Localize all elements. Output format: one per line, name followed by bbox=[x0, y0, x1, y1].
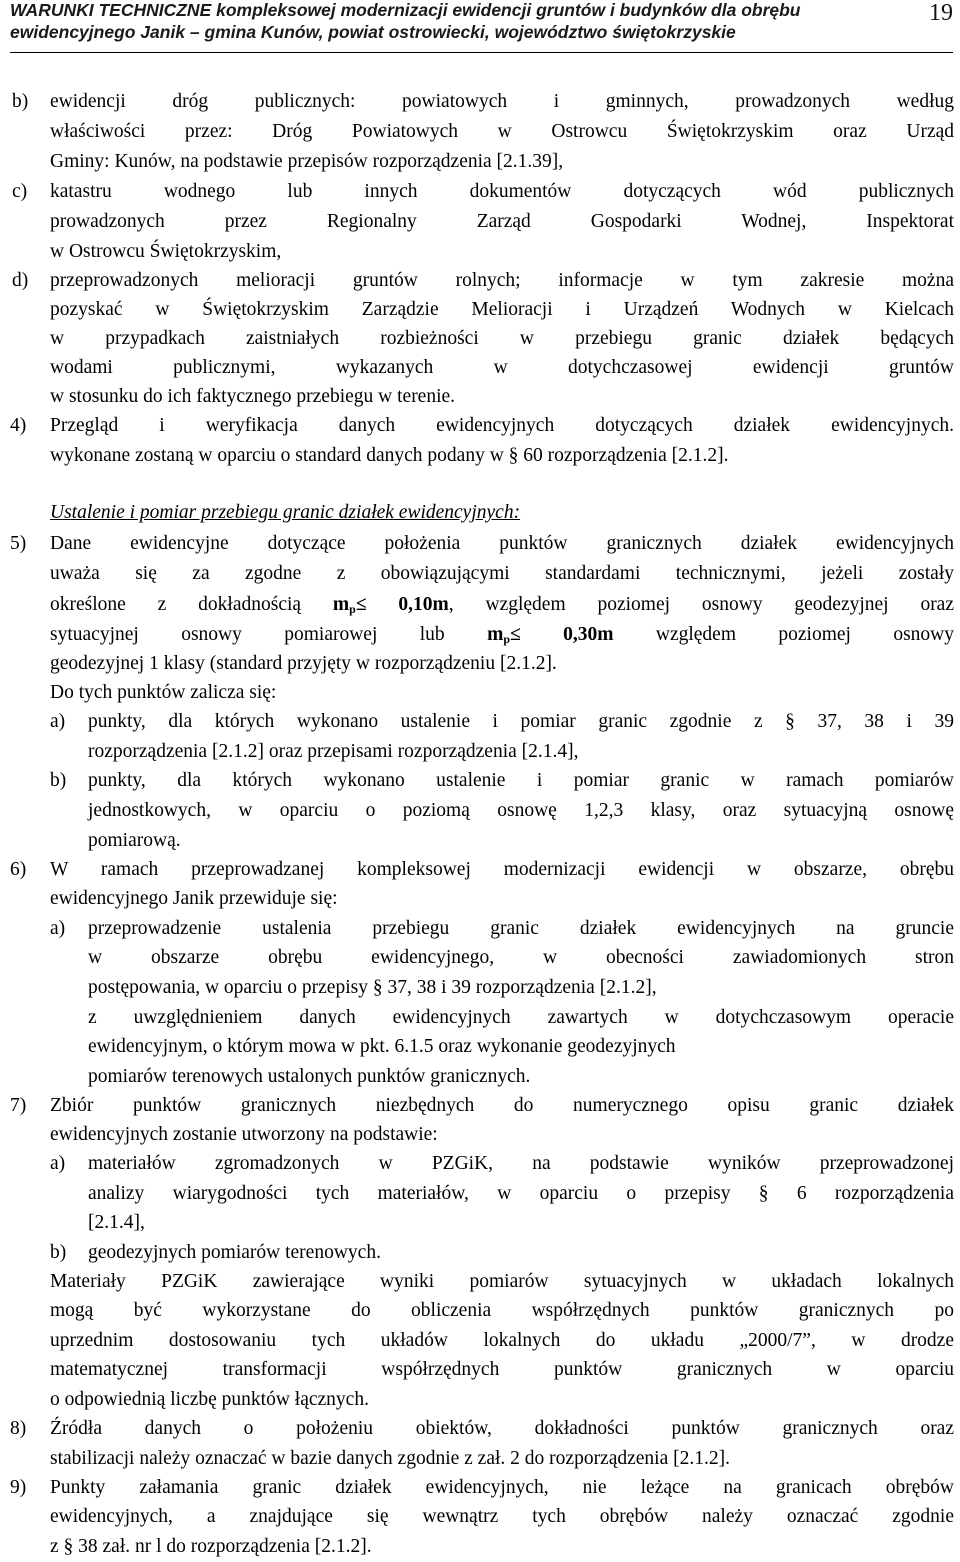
text-line bbox=[50, 593, 954, 621]
header-title-line-2: ewidencyjnego Janik – gmina Kunów, powiat ostrowiecki, województwo świętokrzyskie bbox=[10, 22, 736, 42]
text-line: Źródła danych o położeniu obiektów, dokładności punktów granicznych oraz bbox=[50, 1418, 954, 1439]
list-marker: b) bbox=[50, 770, 67, 791]
text-line: materiałów zgromadzonych w PZGiK, na podstawie wyników przeprowadzonej bbox=[88, 1153, 954, 1174]
text-line: geodezyjnej 1 klasy (standard przyjęty w rozporządzeniu [2.1.2]. bbox=[50, 653, 557, 674]
text-line: uprzednim dostosowaniu tych układów lokalnych do układu „2000/7”, w drodze bbox=[50, 1330, 954, 1351]
text-line: Do tych punktów zalicza się: bbox=[50, 682, 277, 703]
text-line: postępowania, w oparciu o przepisy § 37, 38 i 39 rozporządzenia [2.1.2], bbox=[88, 977, 657, 998]
text-line: punkty, dla których wykonano ustalenie i pomiar granic w ramach pomiarów bbox=[88, 770, 954, 791]
list-marker: 9) bbox=[10, 1477, 27, 1498]
list-marker: 7) bbox=[10, 1095, 27, 1116]
text-line: stabilizacji należy oznaczać w bazie danych zgodnie z zał. 2 do rozporządzenia [2.1.2]. bbox=[50, 1448, 730, 1469]
list-marker: b) bbox=[12, 91, 29, 112]
accuracy-symbol: m bbox=[487, 624, 504, 645]
list-marker: 4) bbox=[10, 415, 27, 436]
text-line: ewidencyjnych zostanie utworzony na podstawie: bbox=[50, 1124, 438, 1145]
list-marker: 8) bbox=[10, 1418, 27, 1439]
text-line: właściwości przez: Dróg Powiatowych w Ostrowcu Świętokrzyskim oraz Urząd bbox=[50, 121, 954, 142]
text-line: prowadzonych przez Regionalny Zarząd Gospodarki Wodnej, Inspektorat bbox=[50, 211, 954, 232]
text-line: [2.1.4], bbox=[88, 1212, 145, 1233]
text-line: pomiarów terenowych ustalonych punktów granicznych. bbox=[88, 1066, 531, 1087]
text-line: pomiarową. bbox=[88, 830, 181, 851]
accuracy-value: ≤ 0,10m bbox=[355, 594, 449, 615]
list-marker: a) bbox=[50, 711, 66, 732]
text-line: w obszarze obrębu ewidencyjnego, w obecności zawiadomionych stron bbox=[88, 947, 954, 968]
list-marker: b) bbox=[50, 1242, 67, 1263]
text-line: z uwzględnieniem danych ewidencyjnych zawartych w dotychczasowym operacie bbox=[88, 1007, 954, 1028]
text-line: pozyskać w Świętokrzyskim Zarządzie Melioracji i Urządzeń Wodnych w Kielcach bbox=[50, 299, 954, 320]
text-line: Gminy: Kunów, na podstawie przepisów rozporządzenia [2.1.39], bbox=[50, 151, 564, 172]
text-line: przeprowadzenie ustalenia przebiegu granic działek ewidencyjnych na gruncie bbox=[88, 918, 954, 939]
text-line: ewidencji dróg publicznych: powiatowych i gminnych, prowadzonych według bbox=[50, 91, 954, 112]
list-marker: a) bbox=[50, 918, 66, 939]
text-fragment: określone z dokładnością bbox=[50, 594, 333, 615]
text-line: o odpowiednią liczbę punktów łącznych. bbox=[50, 1389, 369, 1410]
text-line: ewidencyjnych, a znajdujące się wewnątrz tych obrębów należy oznaczać zgodnie bbox=[50, 1506, 954, 1527]
page-header bbox=[10, 0, 953, 53]
list-marker: 5) bbox=[10, 533, 27, 554]
text-line bbox=[50, 623, 954, 651]
text-line: analizy wiarygodności tych materiałów, w oparciu o przepisy § 6 rozporządzenia bbox=[88, 1183, 954, 1204]
text-line: wodami publicznymi, wykazanych w dotychczasowej ewidencji gruntów bbox=[50, 357, 954, 378]
text-line: geodezyjnych pomiarów terenowych. bbox=[88, 1242, 381, 1263]
accuracy-value: ≤ 0,30m bbox=[510, 624, 614, 645]
text-line: przeprowadzonych melioracji gruntów rolnych; informacje w tym zakresie można bbox=[50, 270, 954, 291]
text-line: katastru wodnego lub innych dokumentów dotyczących wód publicznych bbox=[50, 181, 954, 202]
list-marker: d) bbox=[12, 270, 29, 291]
section-heading-text: Ustalenie i pomiar przebiegu granic działek ewidencyjnych: bbox=[50, 502, 521, 523]
text-line: mogą być wykorzystane do obliczenia współrzędnych punktów granicznych po bbox=[50, 1300, 954, 1321]
accuracy-subscript: p bbox=[503, 632, 511, 646]
text-fragment: , względem poziomej osnowy geodezyjnej oraz bbox=[448, 594, 954, 615]
text-line: Punkty załamania granic działek ewidencyjnych, nie leżące na granicach obrębów bbox=[50, 1477, 954, 1498]
text-line: Zbiór punktów granicznych niezbędnych do numerycznego opisu granic działek bbox=[50, 1095, 954, 1116]
text-line: w przypadkach zaistniałych rozbieżności w przebiegu granic działek będących bbox=[50, 328, 954, 349]
text-line: ewidencyjnego Janik przewiduje się: bbox=[50, 888, 338, 909]
text-line: z § 38 zał. nr l do rozporządzenia [2.1.2]. bbox=[50, 1536, 372, 1557]
list-marker: 6) bbox=[10, 859, 27, 880]
list-marker: c) bbox=[12, 181, 28, 202]
text-line: w Ostrowcu Świętokrzyskim, bbox=[50, 241, 282, 262]
text-line: punkty, dla których wykonano ustalenie i pomiar granic zgodnie z § 37, 38 i 39 bbox=[88, 711, 954, 732]
text-line: Dane ewidencyjne dotyczące położenia punktów granicznych działek ewidencyjnych bbox=[50, 533, 954, 554]
page-number: 19 bbox=[929, 0, 953, 26]
text-fragment: względem poziomej osnowy bbox=[613, 624, 954, 645]
text-line: W ramach przeprowadzanej kompleksowej modernizacji ewidencji w obszarze, obrębu bbox=[50, 859, 954, 880]
text-line: matematycznej transformacji współrzędnych punktów granicznych w oparciu bbox=[50, 1359, 954, 1380]
text-line: wykonane zostaną w oparciu o standard danych podany w § 60 rozporządzenia [2.1.2]. bbox=[50, 445, 729, 466]
section-heading bbox=[50, 501, 520, 525]
text-line: Materiały PZGiK zawierające wyniki pomiarów sytuacyjnych w układach lokalnych bbox=[50, 1271, 954, 1292]
text-line: Przegląd i weryfikacja danych ewidencyjnych dotyczących działek ewidencyjnych. bbox=[50, 415, 954, 436]
list-marker: a) bbox=[50, 1153, 66, 1174]
text-fragment: sytuacyjnej osnowy pomiarowej lub bbox=[50, 624, 488, 645]
header-title-line-1: WARUNKI TECHNICZNE kompleksowej modernizacji ewidencji gruntów i budynków dla obrębu bbox=[10, 0, 801, 20]
text-line: uważa się za zgodne z obowiązującymi standardami technicznymi, jeżeli zostały bbox=[50, 563, 954, 584]
text-line: w stosunku do ich faktycznego przebiegu w terenie. bbox=[50, 386, 456, 407]
text-line: rozporządzenia [2.1.2] oraz przepisami rozporządzenia [2.1.4], bbox=[88, 741, 579, 762]
accuracy-subscript: p bbox=[349, 602, 356, 616]
text-line: ewidencyjnym, o którym mowa w pkt. 6.1.5 oraz wykonanie geodezyjnych bbox=[88, 1036, 676, 1057]
accuracy-symbol: m bbox=[332, 594, 350, 615]
text-line: jednostkowych, w oparciu o poziomą osnowę 1,2,3 klasy, oraz sytuacyjną osnowę bbox=[88, 800, 954, 821]
